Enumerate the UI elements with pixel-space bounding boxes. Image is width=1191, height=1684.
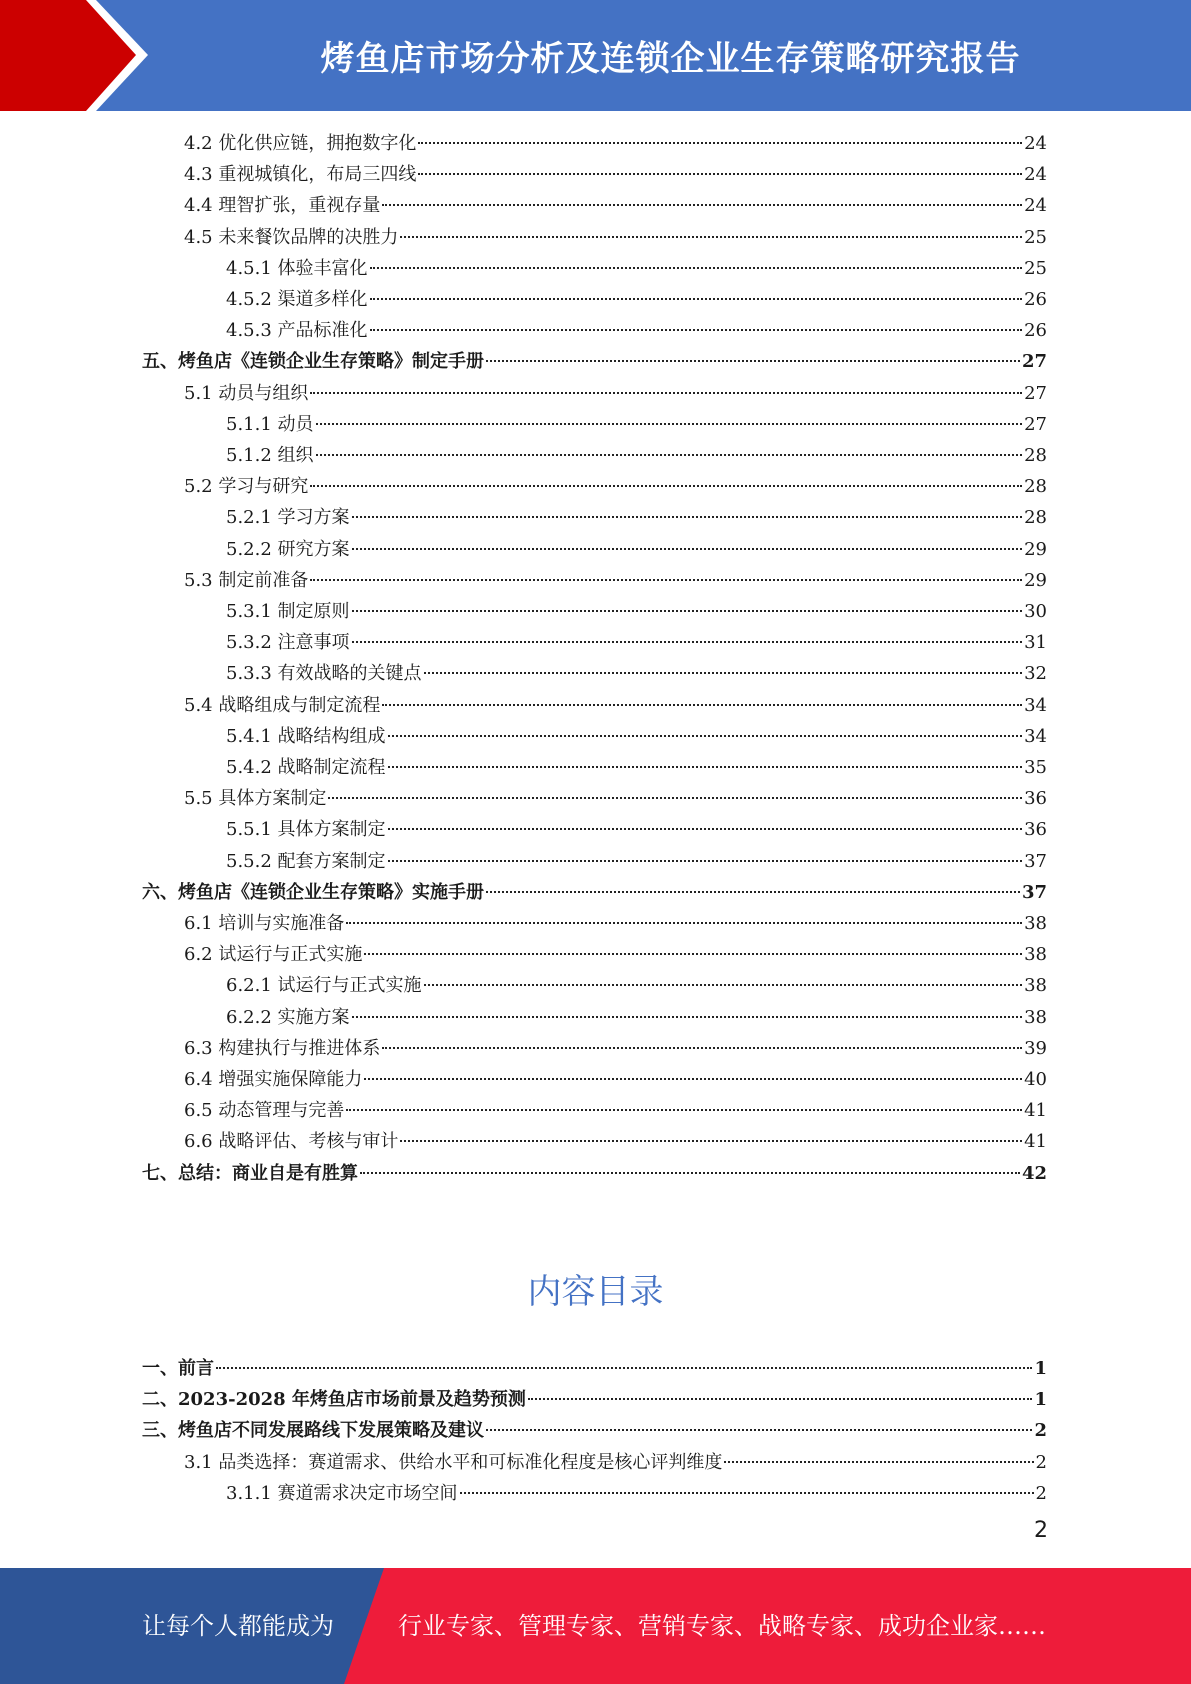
toc-entry[interactable] <box>184 378 1047 409</box>
toc-entry-page: 30 <box>1024 601 1047 622</box>
toc-entry-page: 25 <box>1024 226 1047 248</box>
toc-entry-label: 五、烤鱼店《连锁企业生存策略》制定手册 <box>142 351 484 373</box>
toc-entry-page: 2 <box>1034 1420 1047 1442</box>
toc-entry[interactable] <box>184 1064 1047 1095</box>
toc-leader-dots <box>424 984 1023 986</box>
page-footer <box>0 1568 1191 1684</box>
page-number: 2 <box>1034 1518 1048 1543</box>
toc-entry-page: 36 <box>1024 788 1047 810</box>
toc-entry-page: 28 <box>1024 507 1047 529</box>
toc-entry[interactable] <box>226 315 1047 346</box>
toc-leader-dots <box>346 922 1022 924</box>
toc-entry-label: 6.5 动态管理与完善 <box>184 1100 345 1122</box>
toc-entry[interactable] <box>184 908 1047 939</box>
toc-leader-dots <box>352 548 1023 550</box>
toc-leader-dots <box>382 1047 1022 1049</box>
toc-entry-page: 31 <box>1024 632 1047 654</box>
toc-leader-dots <box>370 267 1023 269</box>
toc-entry-page: 38 <box>1024 1006 1047 1028</box>
toc-entry-label: 6.1 培训与实施准备 <box>184 913 345 934</box>
toc-entry-label: 6.2 试运行与正式实施 <box>184 944 363 966</box>
toc-entry[interactable] <box>142 1384 1047 1415</box>
red-chevron-icon <box>0 0 160 111</box>
report-title: 烤鱼店市场分析及连锁企业生存策略研究报告 <box>320 39 1021 79</box>
toc-entry[interactable] <box>142 877 1047 908</box>
toc-leader-dots <box>424 672 1023 674</box>
toc-leader-dots <box>346 1109 1022 1111</box>
toc-entry-label: 6.6 战略评估、考核与审计 <box>184 1131 399 1153</box>
toc-entry-label: 5.5.2 配套方案制定 <box>226 850 386 872</box>
toc-entry-page: 28 <box>1024 476 1047 498</box>
toc-entry[interactable] <box>184 1033 1047 1064</box>
toc-entry[interactable] <box>184 1447 1047 1478</box>
toc-entry-page: 27 <box>1024 382 1047 404</box>
toc-entry-page: 34 <box>1024 725 1047 747</box>
toc-entry[interactable] <box>184 783 1047 814</box>
toc-leader-dots <box>370 298 1023 300</box>
toc-entry[interactable] <box>142 1158 1047 1189</box>
toc-entry-label: 一、前言 <box>142 1358 214 1379</box>
footer-slogan-right: 行业专家、管理专家、营销专家、战略专家、成功企业家…… <box>398 1612 1046 1640</box>
toc-entry-page: 36 <box>1024 819 1047 841</box>
toc-leader-dots <box>388 860 1023 862</box>
toc-entry-page: 25 <box>1024 257 1047 279</box>
toc-entry-page: 38 <box>1024 975 1047 997</box>
toc-leader-dots <box>310 485 1022 487</box>
toc-entry-label: 6.4 增强实施保障能力 <box>184 1069 363 1090</box>
toc-leader-dots <box>382 204 1022 206</box>
toc-leader-dots <box>310 579 1022 581</box>
toc-entry-page: 35 <box>1024 757 1047 778</box>
toc-entry-label: 4.5 未来餐饮品牌的决胜力 <box>184 226 399 248</box>
toc-entry-page: 29 <box>1024 569 1047 591</box>
toc-entry-label: 5.2.1 学习方案 <box>226 507 350 529</box>
toc-leader-dots <box>364 1078 1022 1080</box>
toc-entry-label: 三、烤鱼店不同发展路线下发展策略及建议 <box>142 1420 484 1442</box>
toc-entry[interactable] <box>226 409 1047 440</box>
toc-leader-dots <box>400 236 1022 238</box>
toc-entry-label: 6.2.2 实施方案 <box>226 1006 350 1028</box>
toc-leader-dots <box>352 610 1023 612</box>
toc-leader-dots <box>352 516 1023 518</box>
toc-entry[interactable] <box>184 690 1047 721</box>
toc-entry-page: 29 <box>1024 538 1047 560</box>
toc-leader-dots <box>388 828 1023 830</box>
toc-entry[interactable] <box>226 534 1047 565</box>
toc-leader-dots <box>418 142 1022 144</box>
toc-entry-page: 1 <box>1034 1358 1047 1379</box>
toc-leader-dots <box>316 423 1023 425</box>
toc-entry[interactable] <box>226 658 1047 689</box>
toc-entry-label: 4.5.3 产品标准化 <box>226 320 368 342</box>
toc-entry-label: 5.4.2 战略制定流程 <box>226 757 386 778</box>
toc-entry[interactable] <box>184 222 1047 253</box>
toc-leader-dots <box>486 891 1020 893</box>
content-toc-heading: 内容目录 <box>527 1272 664 1312</box>
toc-entry[interactable] <box>226 721 1047 752</box>
toc-leader-dots <box>486 1429 1032 1431</box>
toc-entry[interactable] <box>184 471 1047 502</box>
toc-entry[interactable] <box>142 346 1047 377</box>
footer-slogan-left: 让每个人都能成为 <box>142 1612 334 1640</box>
toc-entry-label: 4.5.1 体验丰富化 <box>226 257 368 279</box>
toc-entry-label: 5.3.3 有效战略的关键点 <box>226 663 422 685</box>
toc-entry-label: 4.4 理智扩张，重视存量 <box>184 195 381 217</box>
toc-leader-dots <box>352 1016 1023 1018</box>
toc-entry[interactable] <box>226 253 1047 284</box>
toc-entry-page: 26 <box>1024 289 1047 310</box>
toc-entry[interactable] <box>184 939 1047 970</box>
toc-entry-label: 5.2 学习与研究 <box>184 476 309 498</box>
toc-leader-dots <box>460 1492 1034 1494</box>
toc-leader-dots <box>310 392 1022 394</box>
toc-entry-page: 24 <box>1024 133 1047 154</box>
toc-entry-page: 37 <box>1024 850 1047 872</box>
toc-leader-dots <box>400 1140 1022 1142</box>
toc-entry-page: 38 <box>1024 913 1047 934</box>
toc-entry-page: 32 <box>1024 663 1047 685</box>
toc-entry-page: 26 <box>1024 320 1047 342</box>
toc-entry-label: 5.1 动员与组织 <box>184 382 309 404</box>
toc-leader-dots <box>486 360 1020 362</box>
toc-entry-label: 5.5 具体方案制定 <box>184 788 327 810</box>
toc-entry-page: 2 <box>1035 1482 1047 1504</box>
toc-entry[interactable] <box>226 1478 1047 1509</box>
toc-entry[interactable] <box>226 846 1047 877</box>
toc-entry-page: 24 <box>1024 195 1047 217</box>
toc-leader-dots <box>724 1461 1033 1463</box>
toc-entry[interactable] <box>142 1415 1047 1446</box>
toc-entry-page: 1 <box>1034 1389 1047 1411</box>
toc-entry-label: 3.1.1 赛道需求决定市场空间 <box>226 1482 458 1504</box>
toc-entry-label: 六、烤鱼店《连锁企业生存策略》实施手册 <box>142 881 484 903</box>
toc-entry-page: 37 <box>1021 881 1047 903</box>
toc-entry-page: 27 <box>1024 413 1047 435</box>
toc-entry-page: 34 <box>1024 694 1047 716</box>
toc-entry-page: 40 <box>1024 1069 1047 1090</box>
toc-entry[interactable] <box>142 1353 1047 1384</box>
toc-entry-page: 27 <box>1021 351 1047 373</box>
toc-leader-dots <box>388 766 1023 768</box>
toc-entry[interactable] <box>226 284 1047 315</box>
toc-entry-label: 3.1 品类选择：赛道需求、供给水平和可标准化程度是核心评判维度 <box>184 1451 723 1473</box>
toc-entry-label: 5.3.2 注意事项 <box>226 632 350 654</box>
toc-leader-dots <box>370 329 1023 331</box>
toc-entry[interactable] <box>184 1095 1047 1126</box>
toc-entry-label: 5.1.1 动员 <box>226 413 314 435</box>
toc-entry[interactable] <box>184 565 1047 596</box>
page-header <box>0 0 1191 111</box>
toc-entry-page: 42 <box>1021 1162 1047 1184</box>
toc-entry[interactable] <box>226 440 1047 471</box>
toc-entry-label: 6.3 构建执行与推进体系 <box>184 1037 381 1059</box>
toc-entry-page: 41 <box>1024 1131 1047 1153</box>
toc-entry-page: 28 <box>1024 445 1047 466</box>
toc-entry-page: 38 <box>1024 944 1047 966</box>
toc-entry-label: 5.3.1 制定原则 <box>226 601 350 622</box>
toc-entry-label: 5.4.1 战略结构组成 <box>226 725 386 747</box>
toc-entry-label: 4.2 优化供应链，拥抱数字化 <box>184 133 417 154</box>
toc-entry-label: 5.2.2 研究方案 <box>226 538 350 560</box>
toc-entry[interactable] <box>184 190 1047 221</box>
toc-entry[interactable] <box>184 128 1047 159</box>
toc-leader-dots <box>388 735 1023 737</box>
toc-leader-dots <box>418 173 1022 175</box>
toc-leader-dots <box>316 454 1023 456</box>
toc-entry[interactable] <box>226 502 1047 533</box>
toc-entry-label: 5.1.2 组织 <box>226 445 314 466</box>
toc-entry-label: 5.3 制定前准备 <box>184 569 309 591</box>
toc-leader-dots <box>382 704 1022 706</box>
toc-entry-label: 二、2023-2028 年烤鱼店市场前景及趋势预测 <box>142 1389 526 1411</box>
toc-leader-dots <box>360 1172 1020 1174</box>
toc-leader-dots <box>364 953 1022 955</box>
toc-entry[interactable] <box>226 814 1047 845</box>
toc-leader-dots <box>328 797 1022 799</box>
toc-entry[interactable] <box>226 752 1047 783</box>
toc-entry-page: 41 <box>1024 1100 1047 1122</box>
toc-entry[interactable] <box>184 1126 1047 1157</box>
toc-entry[interactable] <box>226 1002 1047 1033</box>
toc-leader-dots <box>216 1367 1032 1369</box>
toc-entry-label: 4.3 重视城镇化，布局三四线 <box>184 164 417 186</box>
toc-entry-label: 5.5.1 具体方案制定 <box>226 819 386 841</box>
toc-entry-label: 5.4 战略组成与制定流程 <box>184 694 381 716</box>
toc-entry-label: 6.2.1 试运行与正式实施 <box>226 975 422 997</box>
toc-entry[interactable] <box>226 970 1047 1001</box>
toc-entry[interactable] <box>226 596 1047 627</box>
toc-leader-dots <box>352 641 1023 643</box>
toc-entry-label: 4.5.2 渠道多样化 <box>226 289 368 310</box>
toc-entry-label: 七、总结：商业自是有胜算 <box>142 1162 358 1184</box>
toc-entry[interactable] <box>184 159 1047 190</box>
toc-entry-page: 39 <box>1024 1037 1047 1059</box>
toc-entry-page: 24 <box>1024 164 1047 186</box>
toc-entry-page: 2 <box>1035 1451 1047 1473</box>
toc-leader-dots <box>528 1398 1033 1400</box>
toc-entry[interactable] <box>226 627 1047 658</box>
